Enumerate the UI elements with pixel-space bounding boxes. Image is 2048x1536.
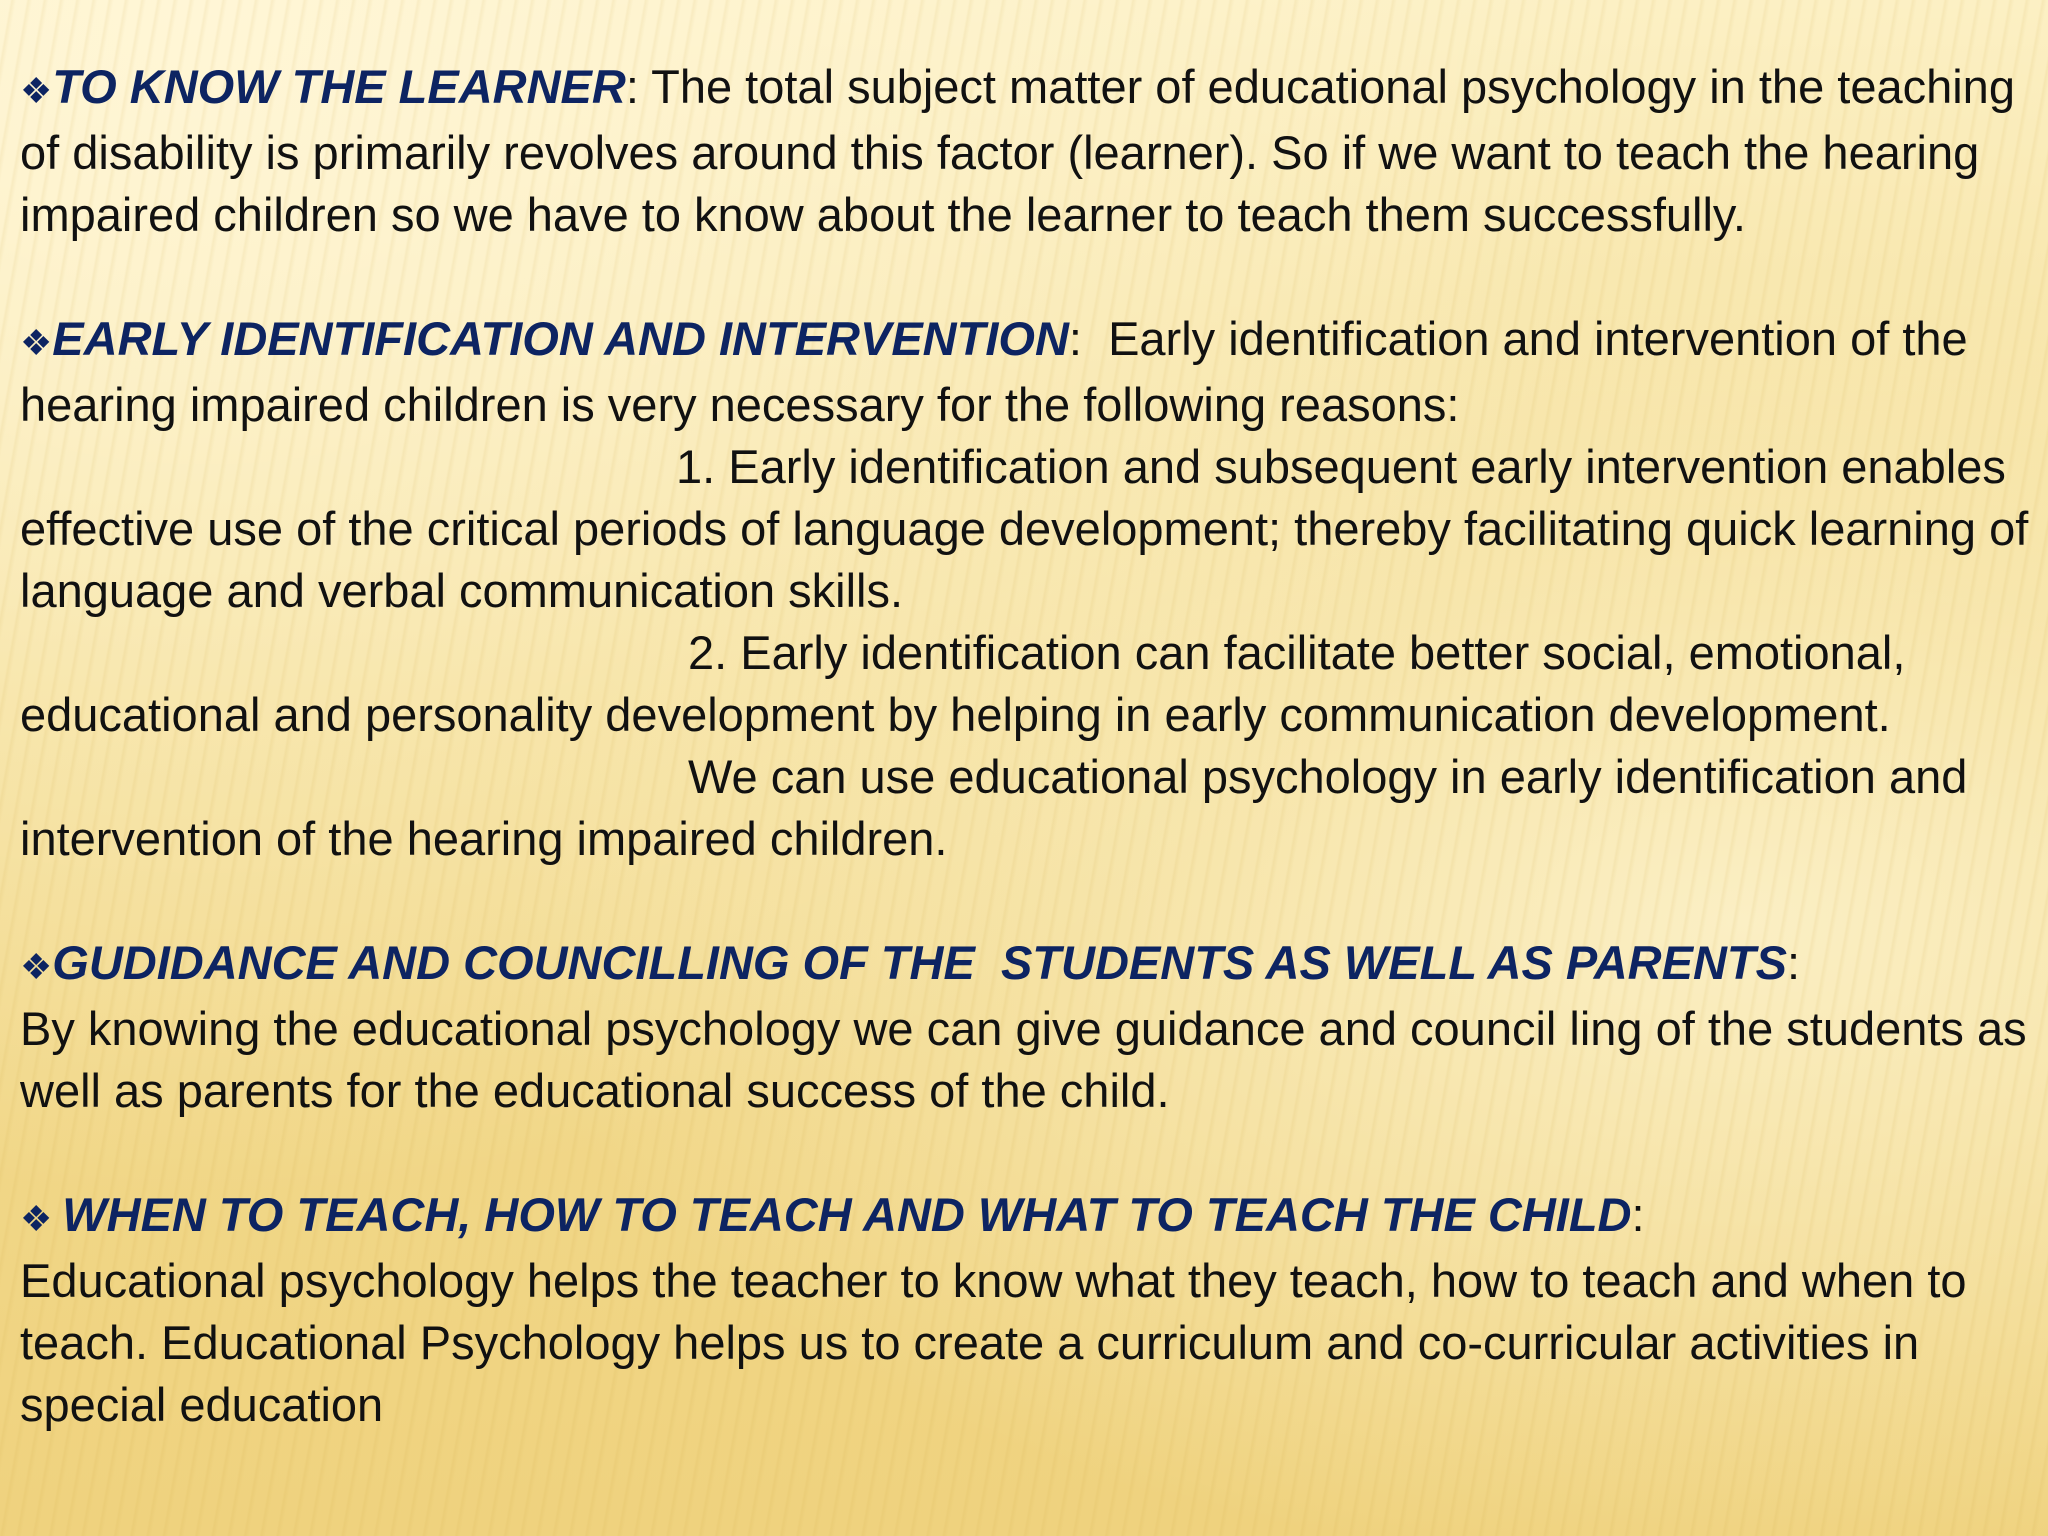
section-text: By knowing the educational psychology we can give guidance and council ling of the students as well as parents for the educational success of the child. xyxy=(20,1002,2027,1117)
heading-separator: : xyxy=(625,60,639,113)
reason-point-text: 1. Early identification and subsequent early intervention enables effective use of the critical periods of language development; thereby facilitating quick learning of language and verbal communication skills. xyxy=(20,440,2029,617)
section-heading: EARLY IDENTIFICATION AND INTERVENTION xyxy=(52,312,1069,365)
section-text: Early identification and intervention of the hearing impaired children is very necessary for the following reasons: xyxy=(20,312,1981,431)
section-when-how-what-to-teach xyxy=(20,1184,2030,1436)
heading-separator: : xyxy=(1631,1188,1645,1241)
reason-point-text: 2. Early identification can facilitate better social, emotional, educational and personality development by helping in early communication development. xyxy=(20,626,1906,741)
section-early-identification xyxy=(20,308,2030,870)
slide-content xyxy=(20,56,2030,1436)
diamond-bullet-icon: ❖ xyxy=(20,70,53,111)
section-know-the-learner xyxy=(20,56,2030,246)
diamond-bullet-icon: ❖ xyxy=(20,322,53,363)
section-heading: WHEN TO TEACH, HOW TO TEACH AND WHAT TO TEACH THE CHILD xyxy=(62,1188,1632,1241)
heading-separator: : xyxy=(1786,936,1801,989)
section-guidance-counselling xyxy=(20,932,2030,1122)
reason-conclusion xyxy=(20,746,2030,870)
reason-point-1 xyxy=(20,436,2030,622)
section-text: Educational psychology helps the teacher to know what they teach, how to teach and when to teach. Educational Psychology helps us to create a curriculum and co-curricular activities in special education xyxy=(20,1254,1967,1431)
section-heading: TO KNOW THE LEARNER xyxy=(52,60,626,113)
diamond-bullet-icon: ❖ xyxy=(20,946,53,987)
heading-separator: : xyxy=(1068,312,1082,365)
diamond-bullet-icon: ❖ xyxy=(20,1198,63,1239)
reason-conclusion-text: We can use educational psychology in early identification and intervention of the hearing impaired children. xyxy=(20,750,1968,865)
section-text: The total subject matter of educational psychology in the teaching of disability is primarily revolves around this factor (learner). So if we want to teach the hearing impaired children so we have to know about the learner to teach them successfully. xyxy=(20,60,2015,241)
reason-point-2 xyxy=(20,622,2030,746)
section-heading: GUDIDANCE AND COUNCILLING OF THE STUDENTS AS WELL AS PARENTS xyxy=(52,936,1787,989)
